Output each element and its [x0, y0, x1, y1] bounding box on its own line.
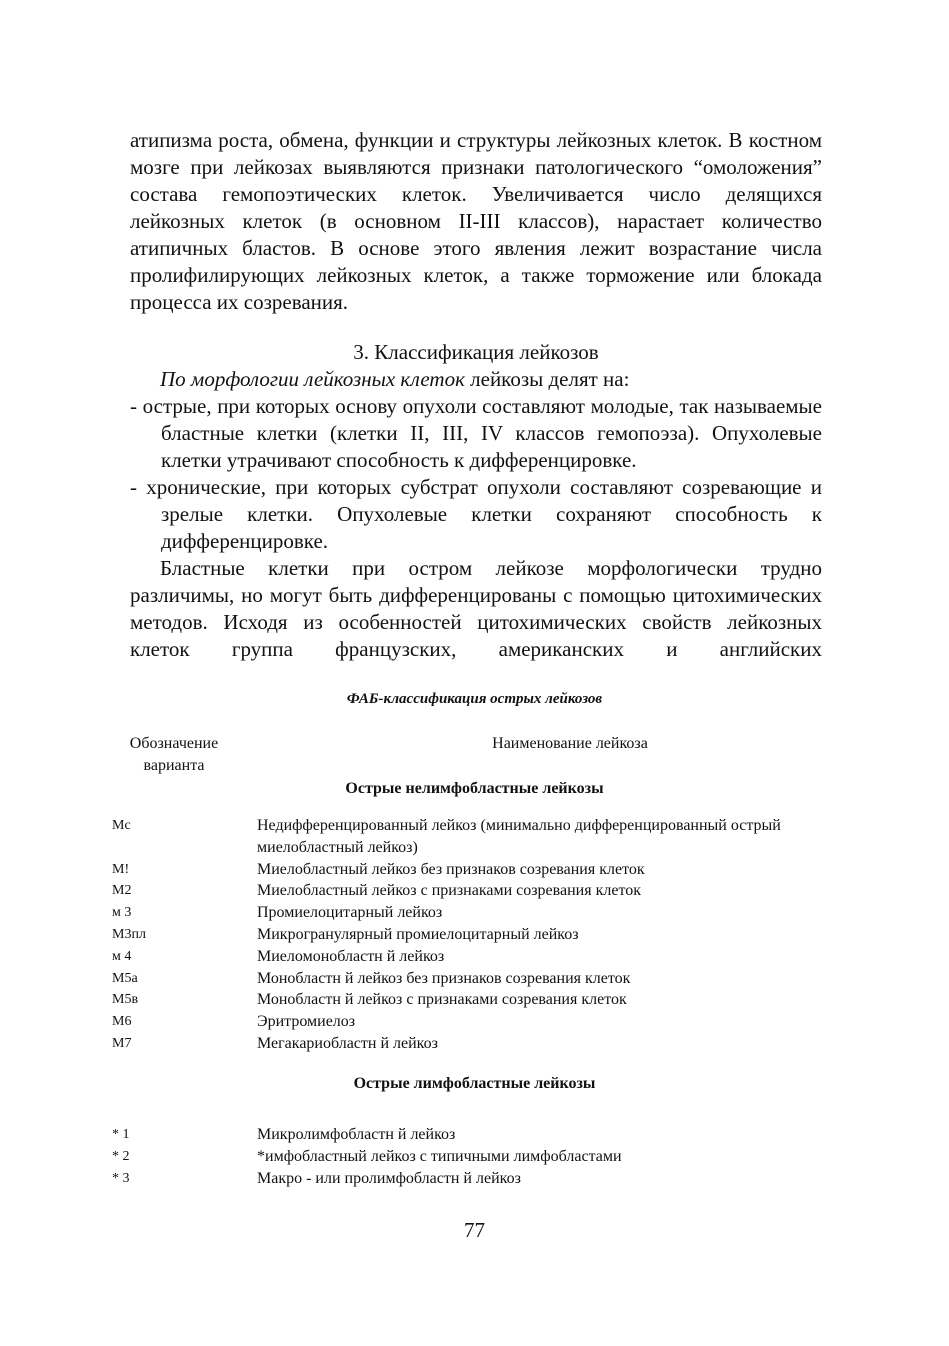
variant-code: M6: [112, 1014, 132, 1030]
table-row: [112, 1168, 832, 1190]
leukemia-name: Микролимфобластн й лейкоз: [257, 1126, 456, 1143]
table-row: [112, 1146, 832, 1168]
table-row: [112, 1033, 832, 1055]
intro-rest: лейкозы делят на:: [464, 367, 630, 391]
intro-italic: По морфологии лейкозных клеток: [160, 367, 465, 391]
table-row: [112, 1011, 832, 1033]
lymphoblastic-rows: [112, 1124, 832, 1189]
paragraph-2: Бластные клетки при остром лейкозе морфологически трудно различимы, но могут быть дифференцированы с помощью цитохимических методов. Исходя из особенностей цитохимических свойств лейкозных клеток группа французских, американских и английских: [130, 556, 822, 661]
table-row: [112, 815, 832, 859]
variant-code: м 4: [112, 948, 132, 964]
section-heading-lymphoblastic: Острые лимфобластные лейкозы: [353, 1075, 596, 1092]
variant-code: * 3: [112, 1170, 130, 1186]
table-row: [112, 946, 832, 968]
table-row: [112, 1124, 832, 1146]
variant-code: M!: [112, 861, 130, 877]
variant-code: M7: [112, 1035, 132, 1051]
leukemia-name: Миелобластный лейкоз с признаками созревания клеток: [257, 882, 641, 900]
list-item-chronic: - хронические, при которых субстрат опухоли составляют созревающие и зрелые клетки. Опухолевые клетки сохраняют способность к дифференцировке.: [130, 475, 822, 553]
variant-code: M3пл: [112, 926, 146, 942]
leukemia-name: Мегакариобластн й лейкоз: [257, 1034, 438, 1052]
leukemia-name: Эритромиелоз: [257, 1013, 356, 1031]
leukemia-name: Монобластн й лейкоз без признаков созревания клеток: [257, 969, 631, 987]
leukemia-name: Миелобластный лейкоз без признаков созревания клеток: [257, 860, 645, 878]
table-row: [112, 902, 832, 924]
leukemia-name: Монобластн й лейкоз с признаками созревания клеток: [257, 991, 627, 1009]
variant-code: Mc: [112, 818, 131, 833]
table-row: [112, 924, 832, 946]
variant-code: M5a: [112, 970, 138, 986]
table-row: [112, 880, 832, 902]
paragraph-1: атипизма роста, обмена, функции и структуры лейкозных клеток. В костном мозге при лейкозах выявляются признаки патологического “омоложения” состава гемопоэтических клеток. Увеличивается число делящихся лейкозных клеток (в основном II-III классов), нарастает количество атипичных бластов. В основе этого явления лежит возрастание числа пролифилирующих лейкозных клеток, а также торможение или блокада процесса их созревания.: [130, 128, 822, 314]
variant-code: * 2: [112, 1148, 130, 1164]
variant-code: M5в: [112, 992, 139, 1008]
intro-line: [130, 366, 822, 393]
leukemia-name: Миеломонобластн й лейкоз: [257, 947, 445, 965]
leukemia-name: Промиелоцитарный лейкоз: [257, 904, 443, 922]
body-text: [130, 127, 822, 663]
variant-code: * 1: [112, 1127, 130, 1142]
column-header-name: Наименование лейкоза: [492, 735, 648, 752]
leukemia-name: *имфобластный лейкоз с типичными лимфобластами: [257, 1147, 622, 1165]
leukemia-name: Макро - или пролимфобластн й лейкоз: [257, 1169, 521, 1187]
variant-code: м 3: [112, 905, 132, 921]
page-number: 77: [464, 1218, 485, 1242]
column-header-code: Обозначение варианта: [129, 735, 219, 774]
table-title: ФАБ-классификация острых лейкозов: [346, 691, 603, 707]
leukemia-name: Микрогранулярный промиелоцитарный лейкоз: [257, 925, 579, 943]
leukemia-name: Недифференцированный лейкоз (минимально дифференцированный острый миелобластный лейкоз): [257, 817, 781, 856]
section-heading: 3. Классификация лейкозов: [353, 340, 599, 364]
table-row: [112, 968, 832, 990]
section-heading-nonlymphoblastic: Острые нелимфобластные лейкозы: [345, 780, 604, 797]
table-row: [112, 989, 832, 1011]
variant-code: M2: [112, 883, 132, 899]
table-row: [112, 859, 832, 881]
list-item-acute: - острые, при которых основу опухоли составляют молодые, так называемые бластные клетки (клетки II, III, IV классов гемопоэза). Опухолевые клетки утрачивают способность к дифференцировке.: [130, 394, 822, 472]
nonlymphoblastic-rows: [112, 815, 832, 1055]
